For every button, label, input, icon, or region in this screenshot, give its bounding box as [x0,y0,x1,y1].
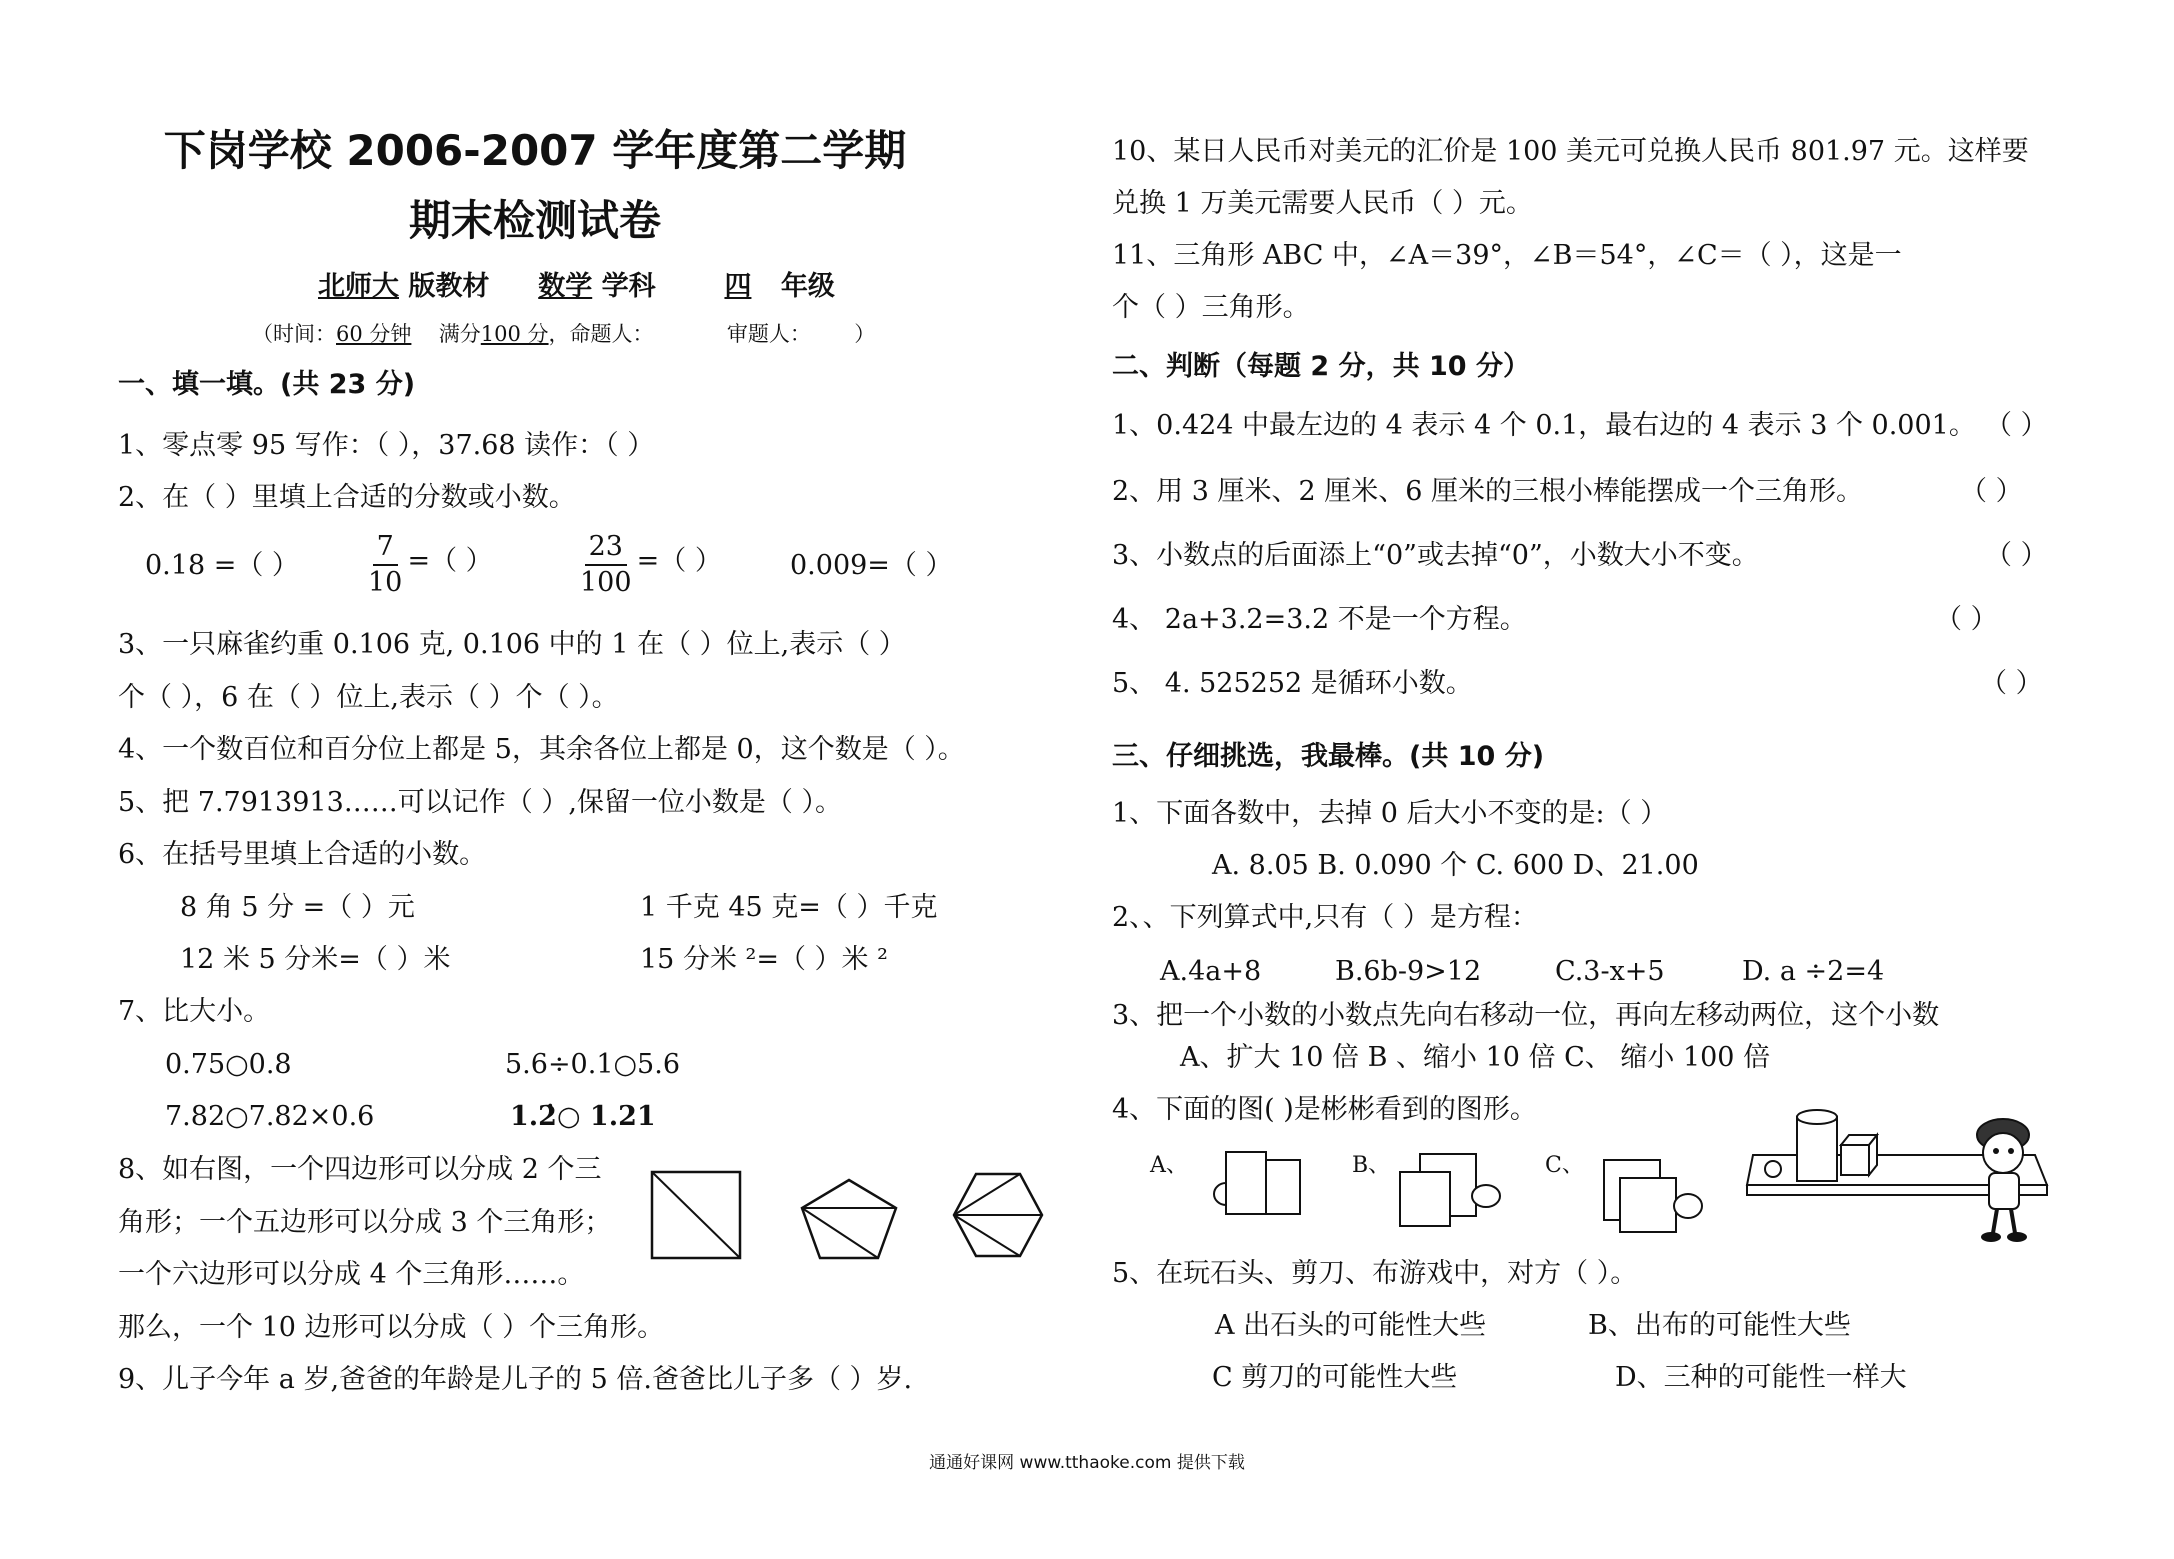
quadrilateral-figure [650,1170,742,1260]
exam-meta-line [318,264,835,303]
s2-q5-paren: （ ） [1980,668,2043,699]
s3-q3-line1: 3、把一个小数的小数点先向右移动一位，再向左移动两位，这个小数 [1112,1000,1940,1031]
exam-info-line [252,318,875,348]
s1-q7-d: 1.2̇○ 1.21 [510,1101,656,1132]
s1-q6: 6、在括号里填上合适的小数。 [118,839,487,870]
s2-q4-paren: （ ） [1935,604,1998,635]
s1-q2-d: 0.009=（ ） [790,550,953,581]
full-score: 100 分 [480,322,549,346]
s1-q7-b: 5.6÷0.1○5.6 [505,1049,680,1080]
s3-q5: 5、在玩石头、剪刀、布游戏中，对方（ ）。 [1112,1258,1638,1289]
table-objects-illustration [1745,1105,2070,1245]
s1-q7: 7、比大小。 [118,996,271,1027]
fraction-23-100 [580,530,632,600]
exam-time: 60 分钟 [336,322,412,346]
fraction-denominator: 100 [580,567,632,598]
s1-q4: 4、一个数百位和百分位上都是 5，其余各位上都是 0，这个数是（ ）。 [118,734,965,765]
s1-q6-a: 8 角 5 分 =（ ）元 [180,892,415,923]
s1-q8-line2: 角形；一个五边形可以分成 3 个三角形； [118,1207,612,1238]
exam-title-line2: 期末检测试卷 [408,196,661,245]
s1-q2-c [580,530,722,600]
s1-q10-line1: 10、某日人民币对美元的汇价是 100 美元可兑换人民币 801.97 元。这样要 [1112,136,2029,167]
s3-q5-a: A 出石头的可能性大些 [1215,1310,1487,1341]
s3-q2-b: B.6b-9>12 [1335,956,1482,987]
s3-q4-a-label: A、 [1150,1153,1188,1178]
s3-q1-options: A. 8.05 B. 0.090 个 C. 600 D、21.00 [1212,850,1699,881]
s1-q3-line1: 3、一只麻雀约重 0.106 克, 0.106 中的 1 在（ ）位上,表示（ ） [118,629,906,660]
subject: 数学 [538,271,593,302]
fraction-denominator: 10 [368,567,403,598]
s1-q11-line1: 11、三角形 ABC 中，∠A＝39°，∠B＝54°，∠C＝（ ），这是一 [1112,240,1902,271]
s3-q2-c: C.3-x+5 [1555,956,1665,987]
s3-q2-d: D. a ÷2=4 [1742,956,1885,987]
s2-q2-paren: （ ） [1960,476,2023,507]
s1-q2-b [368,530,493,600]
s3-q5-b: B、出布的可能性大些 [1588,1310,1851,1341]
fraction-blank: =（ ） [636,545,722,577]
s2-q3-paren: （ ） [1985,540,2048,571]
s1-q10-line2: 兑换 1 万美元需要人民币（ ）元。 [1112,188,1533,219]
s1-q8-line3: 一个六边形可以分成 4 个三角形……。 [118,1259,585,1290]
info-close: ） [854,322,876,346]
section1-heading: 一、填一填。(共 23 分) [118,369,416,400]
s1-q6-b: 1 千克 45 克=（ ）千克 [640,892,938,923]
edition-suffix: 版教材 [408,271,490,302]
view-option-c-figure [1600,1154,1712,1236]
grade-suffix: 年级 [780,271,835,302]
s1-q7-c: 7.82○7.82×0.6 [165,1101,375,1132]
s2-q4: 4、 2a+3.2=3.2 不是一个方程。 [1112,604,1527,635]
full-prefix: 满分 [438,322,481,346]
s2-q2: 2、用 3 厘米、2 厘米、6 厘米的三根小棒能摆成一个三角形。 [1112,476,1864,507]
s1-q8-line1: 8、如右图，一个四边形可以分成 2 个三 [118,1154,602,1185]
grade: 四 [724,271,752,302]
pentagon-figure [800,1178,898,1260]
edition: 北师大 [318,271,399,302]
s1-q2-a: 0.18 =（ ） [145,550,299,581]
fraction-numerator: 7 [373,530,398,566]
fraction-blank: =（ ） [407,545,493,577]
s3-q2-a: A.4a+8 [1160,956,1262,987]
s1-q3-line2: 个（ ），6 在（ ）位上,表示（ ）个（ ）。 [118,682,619,713]
s3-q5-c: C 剪刀的可能性大些 [1212,1362,1458,1393]
s1-q1: 1、零点零 95 写作：（ ），37.68 读作：（ ） [118,430,655,461]
s1-q11-line2: 个（ ）三角形。 [1112,292,1310,323]
s3-q1: 1、下面各数中，去掉 0 后大小不变的是:（ ） [1112,798,1668,829]
reviewer-label: 审题人： [726,322,811,346]
subject-suffix: 学科 [601,271,656,302]
view-option-b-figure [1396,1150,1508,1230]
section2-heading: 二、判断（每题 2 分，共 10 分） [1112,351,1530,382]
s3-q5-d: D、三种的可能性一样大 [1615,1362,1907,1393]
s2-q5: 5、 4. 525252 是循环小数。 [1112,668,1473,699]
footer-source: 通通好课网 www.tthaoke.com 提供下载 [929,1453,1245,1473]
s2-q1: 1、0.424 中最左边的 4 表示 4 个 0.1，最右边的 4 表示 3 个 0.001。 [1112,410,1976,441]
full-suffix: ，命题人： [548,322,654,346]
s1-q7-a: 0.75○0.8 [165,1049,292,1080]
fraction-7-10 [368,530,402,600]
s3-q4-c-label: C、 [1545,1153,1584,1178]
s3-q4-b-label: B、 [1352,1153,1391,1178]
s3-q4: 4、下面的图( )是彬彬看到的图形。 [1112,1094,1537,1125]
s3-q3-options: A、扩大 10 倍 B 、缩小 10 倍 C、 缩小 100 倍 [1180,1042,1771,1073]
s2-q3: 3、小数点的后面添上“0”或去掉“0”，小数大小不变。 [1112,540,1759,571]
info-open: （时间： [252,322,336,346]
s3-q2: 2、、下列算式中,只有（ ）是方程： [1112,902,1538,933]
s1-q6-d: 15 分米 ²=（ ）米 ² [640,944,888,975]
s1-q8-line4: 那么，一个 10 边形可以分成（ ）个三角形。 [118,1312,665,1343]
s1-q6-c: 12 米 5 分米=（ ）米 [180,944,451,975]
exam-title-line1: 下岗学校 2006-2007 学年度第二学期 [163,126,907,175]
fraction-numerator: 23 [585,530,627,566]
s2-q1-paren: （ ） [1985,410,2048,441]
s1-q2: 2、在（ ）里填上合适的分数或小数。 [118,482,576,513]
section3-heading: 三、仔细挑选，我最棒。(共 10 分) [1112,741,1545,772]
hexagon-figure [952,1172,1044,1258]
s1-q5: 5、把 7.7913913……可以记作（ ）,保留一位小数是（ ）。 [118,787,843,818]
s1-q9: 9、儿子今年 a 岁,爸爸的年龄是儿子的 5 倍.爸爸比儿子多（ ）岁. [118,1364,913,1395]
view-option-a-figure [1212,1148,1312,1218]
